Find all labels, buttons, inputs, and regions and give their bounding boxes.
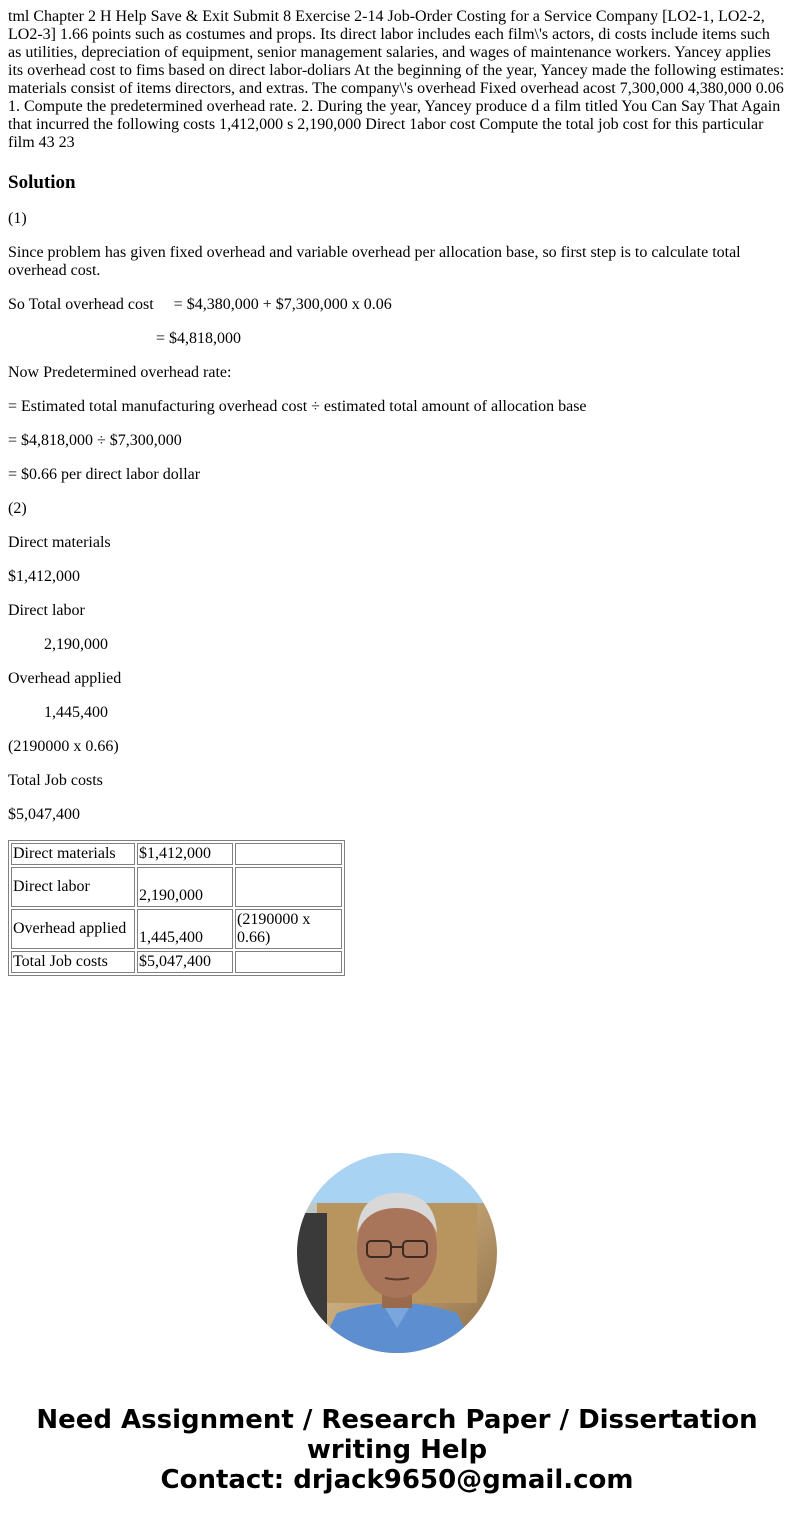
document-body <box>8 8 786 976</box>
rate-calculation: = $4,818,000 ÷ $7,300,000 <box>8 432 182 449</box>
table-row <box>11 867 342 907</box>
promo-line-2: writing Help <box>306 1435 488 1465</box>
overhead-applied-value: 1,445,400 <box>8 704 108 721</box>
author-avatar <box>297 1153 497 1353</box>
table-cell: (2190000 x 0.66) <box>235 909 342 949</box>
total-job-costs-label: Total Job costs <box>8 772 103 789</box>
rate-formula: = Estimated total manufacturing overhead cost ÷ estimated total amount of allocation base <box>8 398 587 415</box>
table-cell: $5,047,400 <box>137 951 233 973</box>
table-row <box>11 843 342 865</box>
person-portrait-icon <box>297 1153 497 1353</box>
table-cell: 1,445,400 <box>137 909 233 949</box>
direct-labor-value: 2,190,000 <box>8 636 108 653</box>
promo-banner <box>0 1405 794 1495</box>
job-cost-table <box>8 840 345 976</box>
table-cell: $1,412,000 <box>137 843 233 865</box>
table-cell <box>235 867 342 907</box>
solution-heading: Solution <box>8 172 76 193</box>
predetermined-rate-label: Now Predetermined overhead rate: <box>8 364 232 381</box>
table-row <box>11 951 342 973</box>
table-cell: Direct materials <box>11 843 135 865</box>
total-overhead-result: = $4,818,000 <box>8 330 242 347</box>
explanation-text: Since problem has given fixed overhead and variable overhead per allocation base, so first step is to calculate total overhead cost. <box>8 244 741 279</box>
table-row <box>11 909 342 949</box>
total-overhead-formula: So Total overhead cost = $4,380,000 + $7,300,000 x 0.06 <box>8 296 392 313</box>
overhead-applied-calc: (2190000 x 0.66) <box>8 738 119 755</box>
promo-contact: Contact: drjack9650@gmail.com <box>160 1465 634 1495</box>
part-1-label: (1) <box>8 210 27 227</box>
direct-materials-label: Direct materials <box>8 534 111 551</box>
promo-line-1: Need Assignment / Research Paper / Dissertation <box>36 1405 758 1435</box>
table-cell: Total Job costs <box>11 951 135 973</box>
table-cell <box>235 843 342 865</box>
table-cell <box>235 951 342 973</box>
total-job-costs-value: $5,047,400 <box>8 806 80 823</box>
overhead-applied-label: Overhead applied <box>8 670 122 687</box>
direct-materials-value: $1,412,000 <box>8 568 80 585</box>
question-text: tml Chapter 2 H Help Save & Exit Submit 8 Exercise 2-14 Job-Order Costing for a Service Company [LO2-1, LO2-2, LO2-3] 1.66 points such as costumes and props. Its direct labor includes each film\'s actors, di costs include items such as utilities, depreciation of equipment, senior management salaries, and wages of maintenance workers. Yancey applies its overhead cost to fims based on direct labor-doliars At the beginning of the year, Yancey made the following estimates: materials consist of items directors, and extras. The company\'s overhead Fixed overhead acost 7,300,000 4,380,000 0.06 1. Compute the predetermined overhead rate. 2. During the year, Yancey produce d a film titled You Can Say That Again that incurred the following costs 1,412,000 s 2,190,000 Direct 1abor cost Compute the total job cost for this particular film 43 23 <box>8 8 785 151</box>
direct-labor-label: Direct labor <box>8 602 85 619</box>
table-cell: Overhead applied <box>11 909 135 949</box>
part-2-label: (2) <box>8 500 27 517</box>
table-cell: Direct labor <box>11 867 135 907</box>
rate-result: = $0.66 per direct labor dollar <box>8 466 201 483</box>
table-cell: 2,190,000 <box>137 867 233 907</box>
